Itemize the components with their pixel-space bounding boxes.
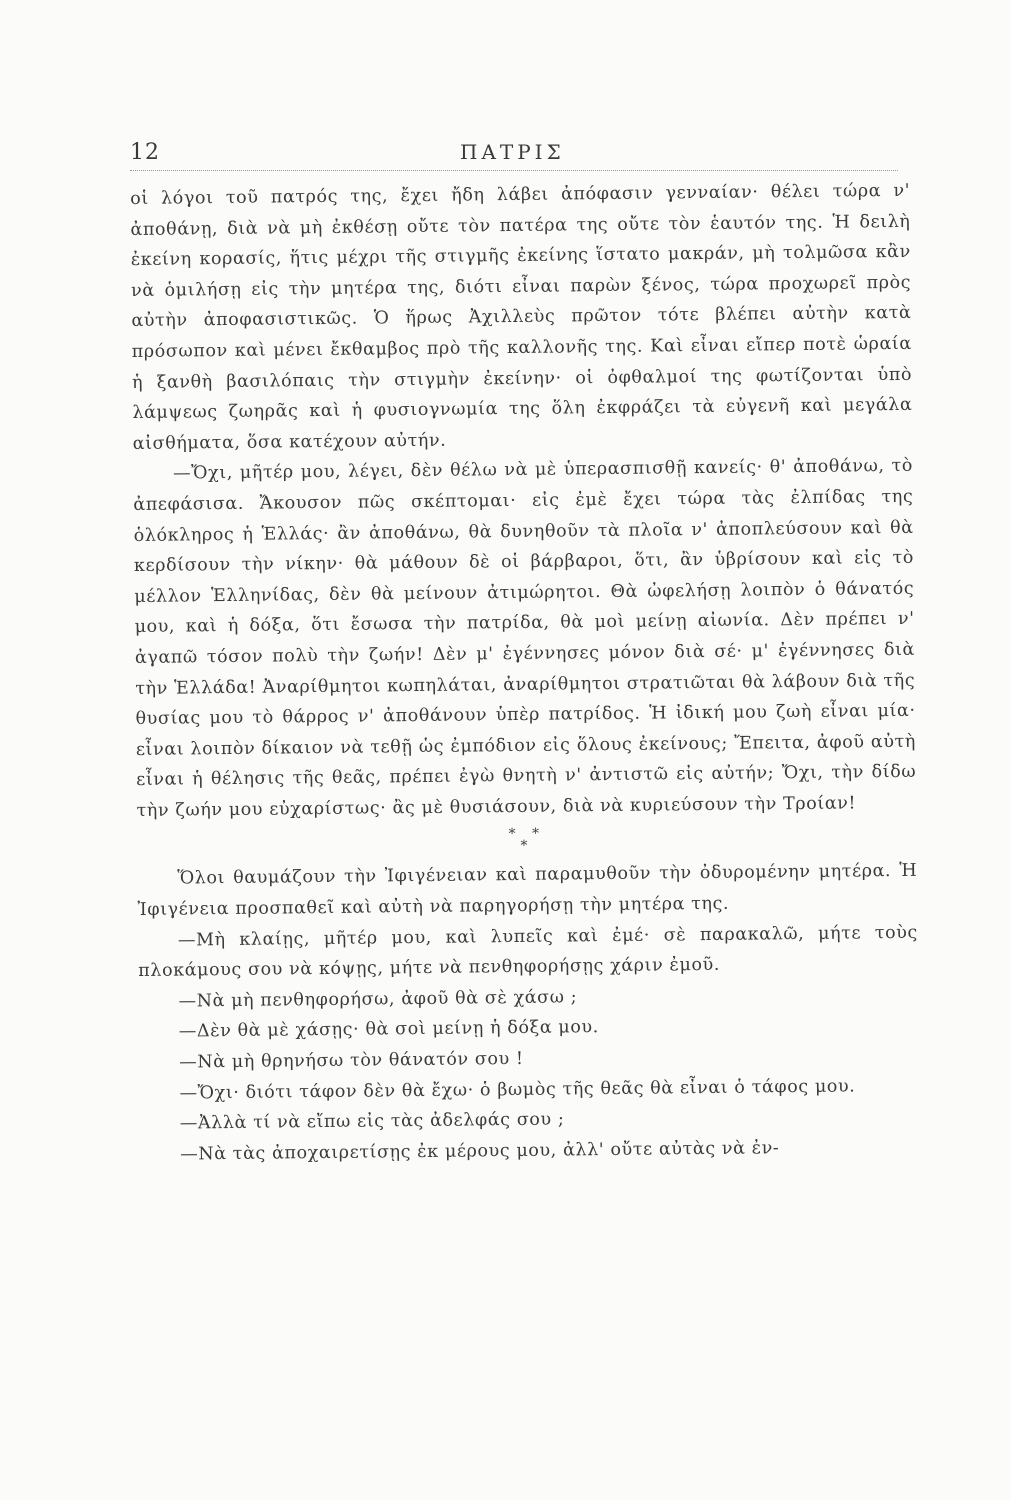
dialogue-line: —Νὰ τὰς ἀποχαιρετίσῃς ἐκ μέρους μου, ἀλλ' οὔτε αὐτὰς νὰ ἐν- [180, 1138, 780, 1165]
section-asterism [137, 824, 917, 856]
asterism-top: * * [508, 826, 546, 843]
page-number: 12 [130, 140, 160, 165]
dialogue-paragraph: —Ὄχι, μῆτέρ μου, λέγει, δὲν θέλω νὰ μὲ ὑπερασπισθῇ κανείς· θ' ἀποθάνω, τὸ ἀπεφάσισα. Ἄκουσον πῶς σκέπτομαι· εἰς ἐμὲ ἔχει τώρα τὰς ἐλπίδας της ὁλόκληρος ἡ Ἑλλάς· ἂν ἀποθάνω, θὰ δυνηθοῦν τὰ πλοῖα ν' ἀποπλεύσουν καὶ θὰ κερδίσουν τὴν νίκην· θὰ μάθουν δὲ οἱ βάρβαροι, ὅτι, ἂν ὑβρίσουν καὶ εἰς τὸ μέλλον Ἑλληνίδας, δὲν θὰ μείνουν ἀτιμώρητοι. Θὰ ὠφελήσῃ λοιπὸν ὁ θάνατός μου, καὶ ἡ δόξα, ὅτι ἔσωσα τὴν πατρίδα, θὰ μοὶ μείνῃ αἰωνία. Δὲν πρέπει ν' ἀγαπῶ τόσον πολὺ τὴν ζωήν! Δὲν μ' ἐγέννησες μόνον διὰ σέ· μ' ἐγέννησες διὰ τὴν Ἑλλάδα! Ἀναρίθμητοι κωπηλάται, ἀναρίθμητοι στρατιῶται θὰ λάβουν διὰ τῆς θυσίας μου τὸ θάρρος ν' ἀποθάνουν ὑπὲρ πατρίδος. Ἡ ἰδική μου ζωὴ εἶναι μία· εἶναι λοιπὸν δίκαιον νὰ τεθῇ ὡς ἐμπόδιον εἰς ὅλους ἐκείνους; Ἔπειτα, ἀφοῦ αὐτὴ εἶναι ἡ θέλησις τῆς θεᾶς, πρέπει ἐγὼ θνητὴ ν' ἀντιστῶ εἰς αὐτήν; Ὄχι, τὴν δίδω τὴν ζωήν μου εὐχαρίστως· ἂς μὲ θυσιάσουν, διὰ νὰ κυριεύσουν τὴν Τροίαν! [133, 456, 917, 821]
paragraph: Ὅλοι θαυμάζουν τὴν Ἰφιγένειαν καὶ παραμυθοῦν τὴν ὀδυρομένην μητέρα. Ἡ Ἰφιγένεια προσπαθεῖ καὶ αὐτὴ νὰ παρηγορήσῃ τὴν μητέρα της. [137, 861, 918, 921]
dialogue-line: —Νὰ μὴ πενθηφορήσω, ἀφοῦ θὰ σὲ χάσω ; [178, 987, 578, 1012]
dialogue-line: —Ὄχι· διότι τάφον δὲν θὰ ἔχω· ὁ βωμὸς τῆς θεᾶς θὰ εἶναι ὁ τάφος μου. [179, 1076, 856, 1104]
dialogue-line: —Ἀλλὰ τί νὰ εἴπω εἰς τὰς ἀδελφάς σου ; [179, 1109, 565, 1134]
running-title: ΠΑΤΡΙΣ [460, 140, 565, 164]
dialogue-line: —Νὰ μὴ θρηνήσω τὸν θάνατόν σου ! [179, 1048, 524, 1073]
body-text [130, 176, 920, 1171]
header-rule [130, 170, 898, 171]
dialogue-line: —Μὴ κλαίῃς, μῆτέρ μου, καὶ λυπεῖς καὶ ἐμέ· σὲ παρακαλῶ, μήτε τοὺς πλοκάμους σου νὰ κόψῃς, μήτε νὰ πενθηφορήσῃς χάριν ἐμοῦ. [138, 922, 918, 982]
page-header [130, 132, 898, 172]
paragraph: οἱ λόγοι τοῦ πατρός της, ἔχει ἤδη λάβει ἀπόφασιν γενναίαν· θέλει τώρα ν' ἀποθάνῃ, διὰ νὰ μὴ ἐκθέσῃ οὔτε τὸν πατέρα της οὔτε τὸν ἑαυτόν της. Ἡ δειλὴ ἐκείνη κορασίς, ἥτις μέχρι τῆς στιγμῆς ἐκείνης ἵστατο μακράν, μὴ τολμῶσα κἂν νὰ ὁμιλήσῃ εἰς τὴν μητέρα της, διότι εἶναι παρὼν ξένος, τώρα προχωρεῖ πρὸς αὐτὴν ἀποφασιστικῶς. Ὁ ἥρως Ἀχιλλεὺς πρῶτον τότε βλέπει αὐτὴν κατὰ πρόσωπον καὶ μένει ἔκθαμβος πρὸ τῆς καλλονῆς της. Καὶ εἶναι εἴπερ ποτὲ ὡραία ἡ ξανθὴ βασιλόπαις τὴν στιγμὴν ἐκείνην· οἱ ὀφθαλμοί της φωτίζονται ὑπὸ λάμψεως ζωηρᾶς καὶ ἡ φυσιογνωμία της ὅλη ἐκφράζει τὰ εὐγενῆ καὶ μεγάλα αἰσθήματα, ὅσα κατέχουν αὐτήν. [130, 180, 913, 454]
dialogue-line: —Δὲν θὰ μὲ χάσῃς· θὰ σοὶ μείνῃ ἡ δόξα μου. [178, 1017, 599, 1042]
asterism-bottom: * [520, 838, 534, 855]
